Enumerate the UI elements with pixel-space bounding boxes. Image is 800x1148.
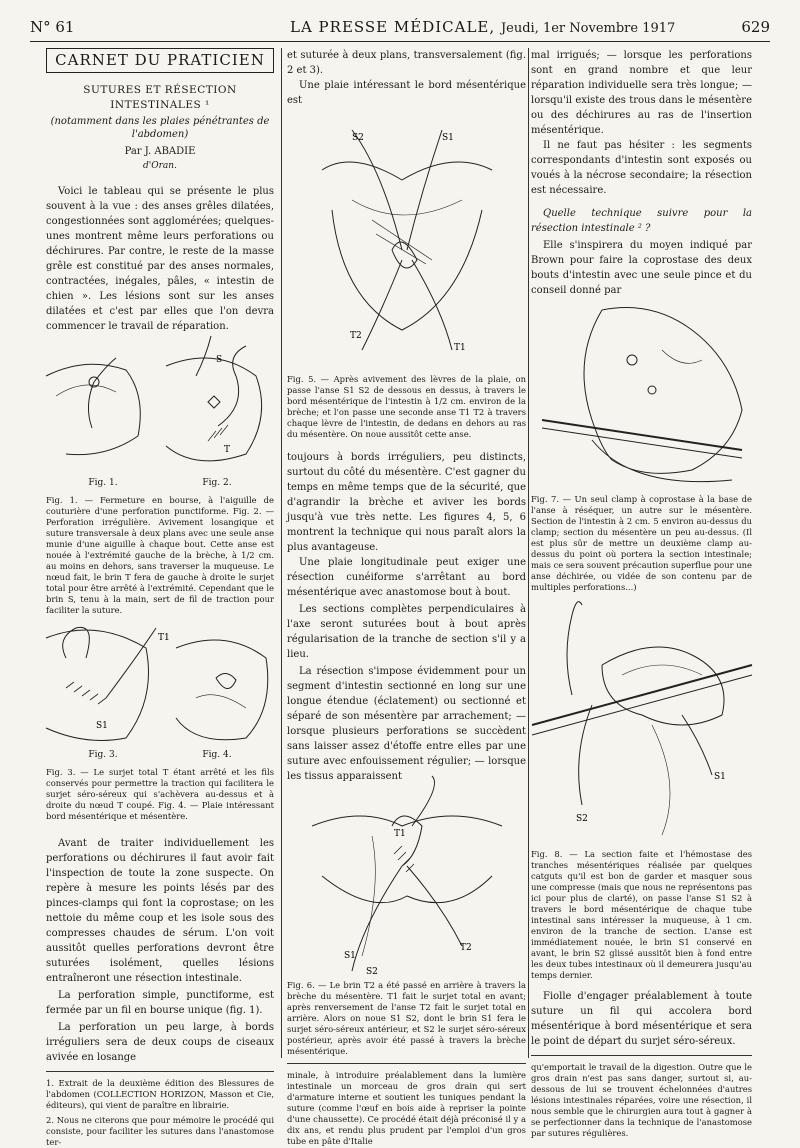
body-paragraph: mal irrigués; — lorsque les perforations sont en grand nombre et que leur réparation individuelle sera très longue; — lorsqu'il existe des trous dans le mésentère ou des déchirures au ras de l'insertion mésentérique. [531,50,752,136]
body-paragraph: La résection s'impose évidemment pour un segment d'intestin sectionné en long sur une longue étendue (éclatement) ou sectionné et séparé de son mésentère par arrachement; — lorsque plusieurs perforations se succèdent sans laisser assez d'étoffe entre elles par une suture avec enfouissement régulier; — lorsque les tissus apparaissent [287,666,526,782]
label-t1: T1 [453,343,466,353]
fig-6-caption: Fig. 6. — Le brin T2 a été passé en arrière à travers la brèche du mésentère. T1 fait le surjet total en avant; après renversement de l'anse T2 fait le surjet total en arrière. Alors on noue S1 S2, dont le brin S1 fera le surjet séro-séreux antérieur, et S2 le surjet séro-séreux postérieur, après avoir été passé à travers la brèche mésentérique. [287,980,526,1056]
column-2 [287,48,526,1147]
figure-5-illustration [292,110,522,370]
body-paragraph: Fiolle d'engager préalablement à toute suture un fil qui accolera bord mésentérique à bord mésentérique et sera le point de départ du surjet séro-séreux. [531,991,752,1047]
label-s1: S1 [441,133,454,143]
figure-1-2-illustration [46,336,274,474]
fig-3-label: Fig. 3. [88,750,118,760]
label-s1: S1 [343,951,356,961]
issue-number: N° 61 [30,18,75,36]
fig-7-caption: Fig. 7. — Un seul clamp à coprostase à la base de l'anse à réséquer, un autre sur le mésentère. Section de l'intestin à 2 cm. 5 environ au-dessus du clamp; section du mésentère un peu au-dessus. (Il est plus sûr de mettre un deuxième clamp au-dessus du point où portera la section intestinale; mais ce sera souvent précaution superflue pour une anse déchirée, ou vidée de son contenu par de multiples perforations...) [531,494,752,592]
label-t1: T1 [158,633,170,643]
section-box-title: CARNET DU PRATICIEN [46,48,274,73]
column-divider [528,48,529,1058]
fig-3-4-caption: Fig. 3. — Le surjet total T étant arrêté et les fils conservés pour permettre la traction qui facilitera le surjet séro-séreux qui s'achèvera au-dessus et à droite du nœud T coupé. Fig. 4. — Plaie intéressant bord mésentérique et mésentère. [46,767,274,821]
label-s-fig3: S1 [96,721,108,731]
figure-6-illustration [292,786,522,976]
fig-1-label: Fig. 1. [88,478,118,488]
label-s1: S1 [713,772,726,782]
journal-name: LA PRESSE MÉDICALE, [290,18,496,36]
fig-1-2-caption: Fig. 1. — Fermeture en bourse, à l'aiguille de couturière d'une perforation punctiforme. Fig. 2. — Perforation irrégulière. Avivement losangique et suture transversale à deux plans avec une seule anse munie d'une aiguille à chaque bout. Cette anse est nouée à l'extrémité gauche de la brèche, à 1/2 cm. au moins en dehors, sans traverser la muqueuse. Le nœud fait, le brin T fera de gauche à droite le surjet total pour être arrêté à l'extrémité. Cependant que le brin S, tenu à la main, sert de fil de traction pour faciliter la suture. [46,495,274,615]
footnote-rule [287,1063,526,1064]
intro-paragraph: Voici le tableau qui se présente le plus souvent à la vue : des anses grêles dilatées, congestionnées sont agglomérées; quelques-unes montrent même leurs perforations ou déchirures. Par contre, le reste de la masse grêle est constitué par des anses normales, contractées, inégales, pâles, « intestin de chien ». Les lésions sont sur les anses dilatées et c'est par elles que l'on devra commencer le travail de réparation. [46,186,274,332]
body-paragraph: La perforation un peu large, à bords irréguliers sera de deux coups de ciseaux avivée en losange [46,1022,274,1063]
journal-title [290,18,675,36]
label-s: S [216,355,223,365]
question-heading: Quelle technique suivre pour la résection intestinale ² ? [531,208,752,234]
body-paragraph: toujours à bords irréguliers, peu distincts, surtout du côté du mésentère. C'est gagner du temps en même temps que de la sécurité, que d'agrandir la brèche et aviver les bords jusqu'à vue très nette. Les figures 4, 5, 6 montrent la technique qui nous paraît alors la plus avantageuse. [287,452,526,553]
column-divider [281,48,282,1058]
issue-date: Jeudi, 1er Novembre 1917 [500,21,676,36]
fig-8-caption: Fig. 8. — La section faite et l'hémostase des tranches mésentériques réalisée par quelques catguts qu'il est bon de garder et masquer sous une compresse (mais que nous ne représentons pas ici pour plus de clarté), on passe l'anse S1 S2 à travers le bord mésentérique de chaque tube intestinal sans intéresser la muqueuse, à 1 cm. environ de la tranche de section. L'anse est immédiatement nouée, le brin S1 conservé en avant, le brin S2 glissé aussitôt bien à fond entre les deux tubes intestinaux où il demeurera jusqu'au temps dernier. [531,849,752,980]
body-paragraph: Une plaie longitudinale peut exiger une résection cunéiforme s'arrêtant au bord mésentérique avec anastomose bout à bout. [287,557,526,598]
label-s2: S2 [575,814,588,824]
body-paragraph: Elle s'inspirera du moyen indiqué par Brown pour faire la coprostase des deux bouts d'intestin avec une seule pince et du conseil donné par [531,240,752,296]
column-3 [531,48,752,1139]
body-paragraph: Avant de traiter individuellement les perforations ou déchirures il faut avoir fait l'inspection de toute la zone suspecte. On repère à mesure les points lésés par des pinces-clamps qui font la coprostase; on les nettoie du même coup et les isole sous des compresses chaudes de sérum. L'on voit aussitôt quelles perforations devront être suturées isolément, quelles lésions entraîneront une résection intestinale. [46,838,274,984]
footnote-continued: minale, à introduire préalablement dans la lumière intestinale un morceau de gros drain qui sert d'armature interne et soutient les tuniques pendant la suture (comme l'œuf en bois aide à repriser la pointe d'une chaussette). Ce procédé était déjà préconisé il y a dix ans, et rendu plus prudent par l'emploi d'un gros tube en pâte d'Italie [287,1070,526,1146]
header-rule [30,41,770,42]
fig-2-label: Fig. 2. [202,478,232,488]
fig-3-4-labels [46,748,274,763]
footnote-rule [531,1055,752,1056]
label-t2: T2 [459,943,472,953]
label-s2: S2 [351,133,364,143]
body-paragraph: La perforation simple, punctiforme, est fermée par un fil en bourse unique (fig. 1). [46,990,274,1016]
body-paragraph: Il ne faut pas hésiter : les segments correspondants d'intestin sont exposés ou voués à la nécrose secondaire; la résection est nécessaire. [531,140,752,196]
body-paragraph: et suturée à deux plans, transversalement (fig. 2 et 3). [287,50,526,76]
footnote-1: 1. Extrait de la deuxième édition des Blessures de l'abdomen (COLLECTION HORIZON, Masson et Cie, éditeurs), qui vient de paraître en librairie. [46,1078,274,1110]
figure-7-illustration [532,300,752,490]
column-1 [46,48,274,1148]
label-t2: T2 [349,331,362,341]
label-s2: S2 [365,967,378,977]
figure-3-4-illustration [46,618,274,746]
body-paragraph: Les sections complètes perpendiculaires à l'axe seront suturées bout à bout après régularisation de la tranche de section s'il y a lieu. [287,604,526,660]
fig-5-caption: Fig. 5. — Après avivement des lèvres de la plaie, on passe l'anse S1 S2 de dessous en dessus, à travers le bord mésentérique de l'intestin à 1/2 cm. environ de la brèche; et l'on passe une seconde anse T1 T2 à travers chaque lèvre de l'intestin, de dedans en dehors au ras du mésentère. On noue aussitôt cette anse. [287,374,526,439]
page-number: 629 [741,18,770,36]
fig-1-2-labels [46,476,274,491]
footnote-rule [46,1071,274,1072]
author: Par J. ABADIE [124,146,196,157]
label-t: T [224,445,231,455]
article-title: SUTURES ET RÉSECTION INTESTINALES ¹ [83,84,237,111]
figure-8-illustration [532,595,752,845]
body-paragraph: Une plaie intéressant le bord mésentérique est [287,80,526,106]
fig-4-label: Fig. 4. [202,750,232,760]
article-subtitle: (notamment dans les plaies pénétrantes de l'abdomen) [50,116,270,140]
label-t1: T1 [393,829,406,839]
page-header [30,14,770,38]
author-city: d'Oran. [143,161,177,171]
footnote-2: 2. Nous ne citerons que pour mémoire le procédé qui consiste, pour faciliter les sutures dans l'anastomose ter- [46,1115,274,1147]
footnote-continued: qu'emportait le travail de la digestion. Outre que le gros drain n'est pas sans danger, surtout si, au-dessous de lui se trouvent échelonnées d'autres lésions intestinales réparées, voire une résection, il nous semble que le chirurgien aura tout à gagner à se perfectionner dans la technique de l'anastomose par sutures régulières. [531,1062,752,1138]
